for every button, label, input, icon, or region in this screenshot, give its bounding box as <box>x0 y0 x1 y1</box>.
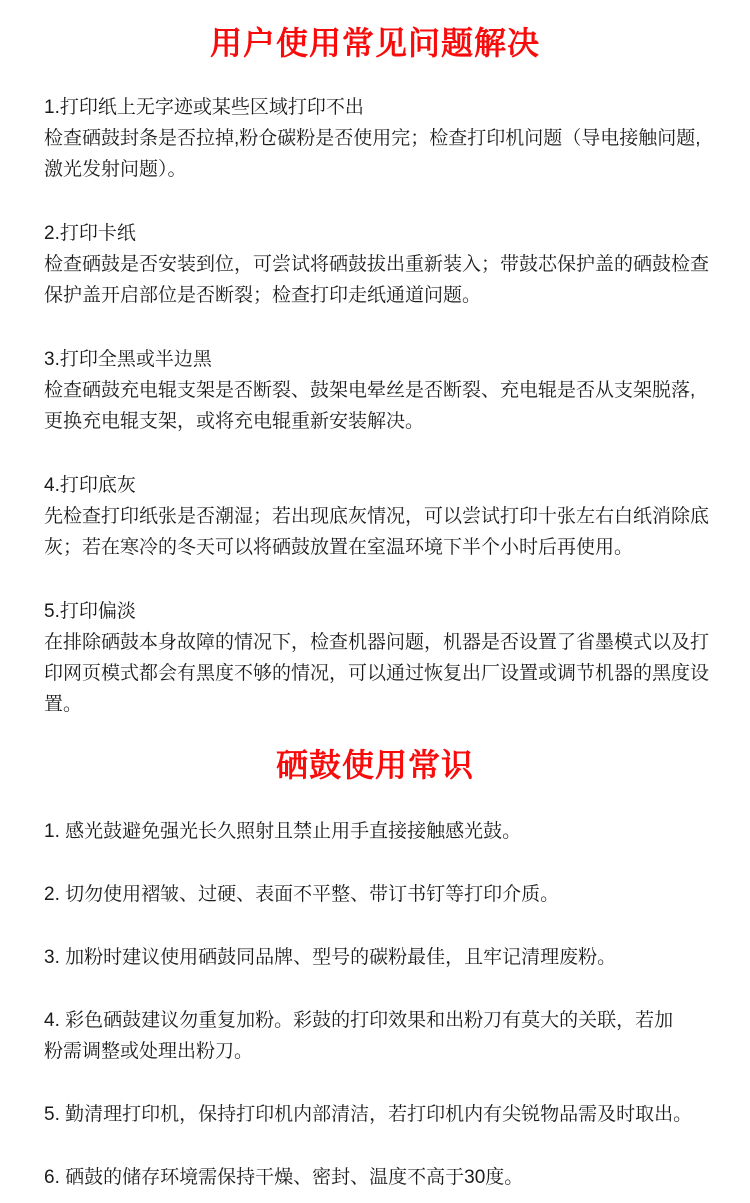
knowledge-item <box>44 879 706 910</box>
faq-item-heading: 4.打印底灰 <box>44 475 136 496</box>
faq-item-heading: 3.打印全黑或半边黑 <box>44 349 212 370</box>
knowledge-item-line: 4. 彩色硒鼓建议勿重复加粉。彩鼓的打印效果和出粉刀有莫大的关联，若加 <box>44 1010 674 1031</box>
faq-item <box>44 596 710 720</box>
faq-item-list <box>44 92 710 720</box>
faq-item <box>44 92 706 185</box>
faq-item-line: 保护盖开启部位是否断裂；检查打印走纸通道问题。 <box>44 285 482 306</box>
faq-item-line: 在排除硒鼓本身故障的情况下，检查机器问题，机器是否设置了省墨模式以及打 <box>44 632 710 653</box>
faq-item <box>44 344 706 437</box>
faq-item-line: 激光发射问题）。 <box>44 159 187 180</box>
knowledge-item <box>44 1005 706 1067</box>
knowledge-item-line: 粉需调整或处理出粉刀。 <box>44 1041 254 1062</box>
knowledge-item-line: 6. 硒鼓的储存环境需保持干燥、密封、温度不高于30度。 <box>44 1167 524 1188</box>
knowledge-item-line: 5. 勤清理打印机，保持打印机内部清洁，若打印机内有尖锐物品需及时取出。 <box>44 1104 693 1125</box>
faq-item <box>44 218 710 311</box>
faq-item-line: 印网页模式都会有黑度不够的情况，可以通过恢复出厂设置或调节机器的黑度设 <box>44 663 710 684</box>
faq-item <box>44 470 710 563</box>
faq-item-line: 检查硒鼓封条是否拉掉,粉仓碳粉是否使用完；检查打印机问题（导电接触问题, <box>44 128 701 149</box>
knowledge-item <box>44 942 706 973</box>
faq-item-line: 更换充电辊支架，或将充电辊重新安装解决。 <box>44 411 425 432</box>
faq-section <box>0 92 750 720</box>
faq-item-line: 检查硒鼓充电辊支架是否断裂、鼓架电晕丝是否断裂、充电辊是否从支架脱落, <box>44 380 696 401</box>
knowledge-item-line: 3. 加粉时建议使用硒鼓同品牌、型号的碳粉最佳，且牢记清理废粉。 <box>44 947 617 968</box>
knowledge-item-line: 2. 切勿使用褶皱、过硬、表面不平整、带订书钉等打印介质。 <box>44 884 560 905</box>
faq-item-heading: 5.打印偏淡 <box>44 601 136 622</box>
knowledge-item <box>44 1162 706 1193</box>
faq-item-heading: 1.打印纸上无字迹或某些区域打印不出 <box>44 97 364 118</box>
faq-item-line: 检查硒鼓是否安装到位，可尝试将硒鼓拔出重新装入；带鼓芯保护盖的硒鼓检查 <box>44 254 710 275</box>
faq-item-line: 灰；若在寒冷的冬天可以将硒鼓放置在室温环境下半个小时后再使用。 <box>44 537 634 558</box>
knowledge-item <box>44 816 706 847</box>
faq-item-line: 先检查打印纸张是否潮湿；若出现底灰情况，可以尝试打印十张左右白纸消除底 <box>44 506 710 527</box>
page-title-faq: 用户使用常见问题解决 <box>209 25 540 61</box>
knowledge-item-line: 1. 感光鼓避免强光长久照射且禁止用手直接接触感光鼓。 <box>44 821 522 842</box>
page-title-knowledge: 硒鼓使用常识 <box>275 747 474 783</box>
knowledge-item-list <box>44 816 706 1193</box>
knowledge-section <box>0 816 750 1193</box>
faq-item-line: 置。 <box>44 694 83 715</box>
knowledge-item <box>44 1099 706 1130</box>
faq-item-heading: 2.打印卡纸 <box>44 223 136 244</box>
